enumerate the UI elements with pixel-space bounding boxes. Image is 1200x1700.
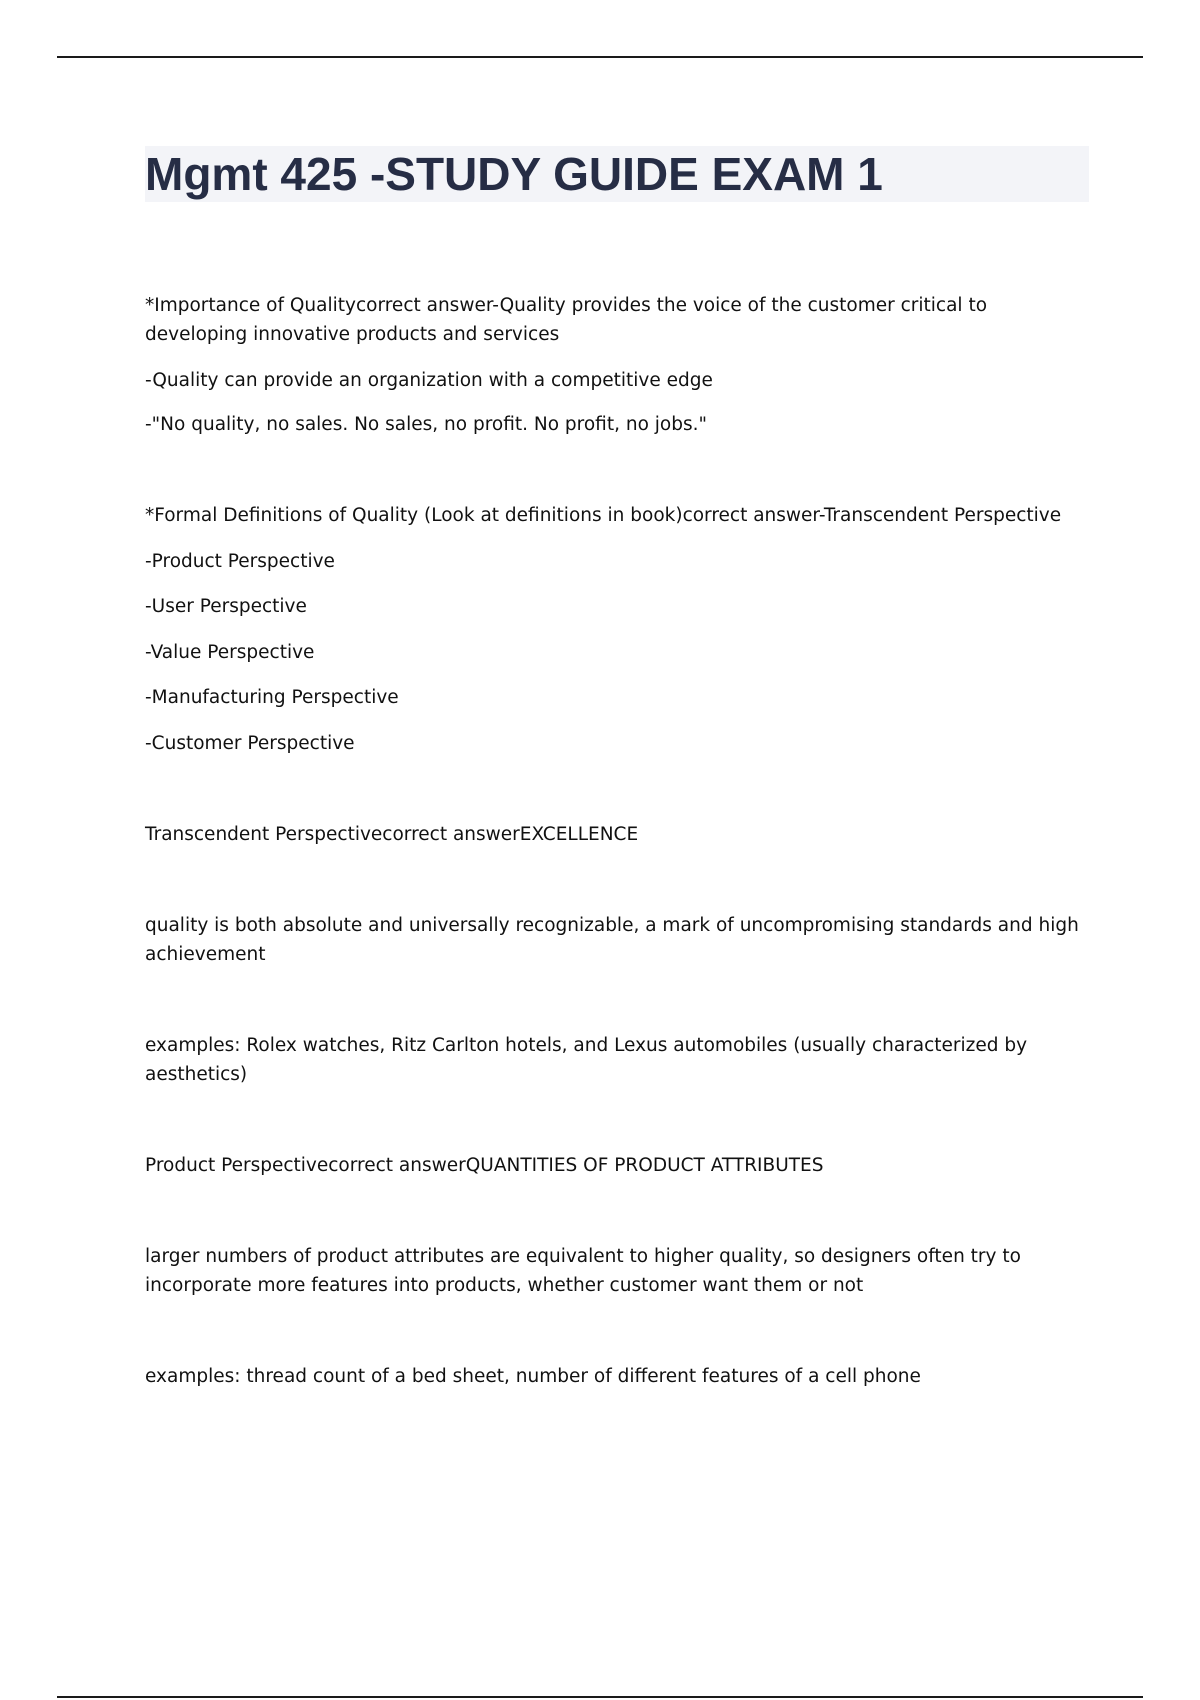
paragraph-competitive-edge: -Quality can provide an organization with a competitive edge (145, 370, 713, 391)
bottom-rule (57, 1696, 1143, 1698)
list-item-product-perspective: -Product Perspective (145, 551, 335, 572)
paragraph-transcendent-perspective: Transcendent Perspectivecorrect answerEXCELLENCE (145, 824, 639, 845)
paragraph-transcendent-examples: examples: Rolex watches, Ritz Carlton hotels, and Lexus automobiles (usually characterized by aesthetics) (145, 1035, 1028, 1085)
list-item-user-perspective: -User Perspective (145, 596, 307, 617)
paragraph-product-definition: larger numbers of product attributes are equivalent to higher quality, so designers often try to incorporate more features into products, whether customer want them or not (145, 1246, 1021, 1296)
paragraph-product-examples: examples: thread count of a bed sheet, number of different features of a cell phone (145, 1366, 921, 1387)
list-item-customer-perspective: -Customer Perspective (145, 733, 355, 754)
list-item-manufacturing-perspective: -Manufacturing Perspective (145, 687, 399, 708)
paragraph-quality-quote: -"No quality, no sales. No sales, no profit. No profit, no jobs." (145, 414, 708, 435)
paragraph-product-perspective: Product Perspectivecorrect answerQUANTITIES OF PRODUCT ATTRIBUTES (145, 1155, 824, 1176)
list-item-value-perspective: -Value Perspective (145, 642, 315, 663)
paragraph-transcendent-definition: quality is both absolute and universally recognizable, a mark of uncompromising standards and high achievement (145, 915, 1079, 965)
paragraph-formal-definitions: *Formal Definitions of Quality (Look at definitions in book)correct answer-Transcendent Perspective (145, 505, 1062, 526)
document-title: Mgmt 425 -STUDY GUIDE EXAM 1 (145, 148, 883, 200)
top-rule (57, 56, 1143, 58)
paragraph-importance-of-quality: *Importance of Qualitycorrect answer-Quality provides the voice of the customer critical to developing innovative products and services (145, 295, 988, 345)
